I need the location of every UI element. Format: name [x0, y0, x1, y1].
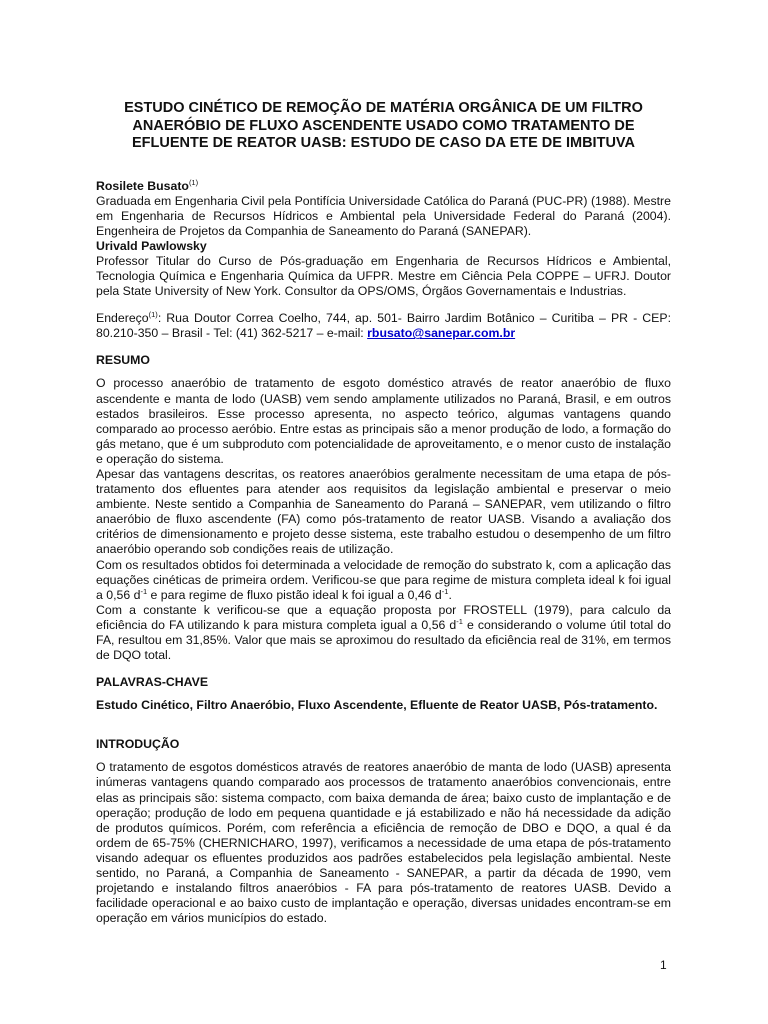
- resumo-paragraph-1: O processo anaeróbio de tratamento de esgoto doméstico através de reator anaeróbio de fluxo ascendente e manta de lodo (UASB) vem sendo amplamente utilizados no Paraná, Brasil, e em outros estados brasileiros. Esse processo apresenta, no aspecto teórico, algumas vantagens quando comparado ao processo aeróbio. Entre estas as principais são a menor produção de lodo, a formação do gás metano, que é um subproduto com potencialidade de aproveitamento, e o menor custo de instalação e operação do sistema.: [96, 376, 671, 466]
- resumo-p4-text-b: e considerando o volume útil total do FA, resultou em 31,85%. Valor que mais se aproximou do resultado da eficiência real de 31%, em termos de DQO total.: [96, 617, 671, 663]
- address-text: : Rua Doutor Correa Coelho, 744, ap. 501- Bairro Jardim Botânico – Curitiba – PR - CEP: 80.210-350 – Brasil - Tel: (41) 362-5217 – e-mail:: [96, 311, 671, 341]
- author-bio-1: Graduada em Engenharia Civil pela Pontifícia Universidade Católica do Paraná (PUC-PR) (1988). Mestre em Engenharia de Recursos Hídricos e Ambiental pela Universidade Federal do Paraná (2004). Engenheira de Projetos da Companhia de Saneamento do Paraná (SANEPAR).: [96, 193, 671, 238]
- section-heading-palavras-chave: PALAVRAS-CHAVE: [96, 675, 209, 690]
- paper-title: ESTUDO CINÉTICO DE REMOÇÃO DE MATÉRIA ORGÂNICA DE UM FILTRO ANAERÓBIO DE FLUXO ASCENDENTE USADO COMO TRATAMENTO DE EFLUENTE DE REATOR UASB: ESTUDO DE CASO DA ETE DE IMBITUVA: [124, 100, 643, 151]
- superscript-exponent: -1: [456, 616, 463, 626]
- author-affiliation-marker: (1): [188, 177, 199, 187]
- section-heading-introducao: INTRODUÇÃO: [96, 737, 180, 752]
- author-bio-2: Professor Titular do Curso de Pós-graduação em Engenharia de Recursos Hídricos e Ambiental, Tecnologia Química e Engenharia Química da UFPR. Mestre em Ciência Pela COPPE – UFRJ. Doutor pela State University of New York. Consultor da OPS/OMS, Órgãos Governamentais e Industrias.: [96, 253, 671, 299]
- keywords: Estudo Cinético, Filtro Anaeróbio, Fluxo Ascendente, Efluente de Reator UASB, Pós-tratamento.: [96, 698, 658, 713]
- author-block-2: [96, 239, 671, 299]
- address-marker: (1): [148, 310, 158, 320]
- resumo-p3-text-a: Com os resultados obtidos foi determinada a velocidade de remoção do substrato k, com a aplicação das equações cinéticas de primeira ordem. Verificou-se que para regime de mistura completa ideal k foi igual a 0,56 d: [96, 557, 671, 602]
- email-link[interactable]: rbusato@sanepar.com.br: [367, 326, 516, 341]
- introducao-paragraph-1: O tratamento de esgotos domésticos através de reatores anaeróbio de manta de lodo (UASB) apresenta inúmeras vantagens quando comparado aos processos de tratamento anaeróbios convencionais, entre elas as principais são: sistema compacto, com baixa demanda de área; baixo custo de implantação e de operação; produção de lodo em pequena quantidade e já estabilizado e não há necessidade da adição de produtos químicos. Porém, com referência a eficiência de remoção de DBO e DQO, a qual é da ordem de 65-75% (CHERNICHARO, 1997), verificamos a necessidade de uma etapa de pós-tratamento visando adequar os efluentes produzidos aos padrões estabelecidos pela legislação ambiental. Neste sentido, no Paraná, a Companhia de Saneamento - SANEPAR, a partir da década de 1990, vem projetando e instalando filtros anaeróbios - FA para pós-tratamento de reatores UASB. Devido a facilidade operacional e ao baixo custo de implantação e operação, diversas unidades encontram-se em operação em vários municípios do estado.: [96, 760, 671, 926]
- page-number: 1: [660, 958, 667, 972]
- resumo-paragraph-2: Apesar das vantagens descritas, os reatores anaeróbios geralmente necessitam de uma etapa de pós-tratamento dos efluentes para atender aos requisitos da legislação ambiental e preservar o meio ambiente. Neste sentido a Companhia de Saneamento do Paraná – SANEPAR, vem utilizando o filtro anaeróbio de fluxo ascendente (FA) como pós-tratamento de reator UASB. Visando a avaliação dos critérios de dimensionamento e projeto desse sistema, este trabalho estudou o desempenho de um filtro anaeróbio operando sob condições reais de utilização.: [96, 467, 671, 557]
- resumo-paragraph-4: [96, 603, 671, 663]
- author-block-1: [96, 179, 671, 239]
- resumo-paragraph-3: [96, 558, 671, 603]
- section-heading-resumo: RESUMO: [96, 353, 150, 368]
- author-name-1: Rosilete Busato: [96, 178, 189, 193]
- author-name-2: Urivald Pawlowsky: [96, 238, 207, 253]
- address-block: [96, 311, 671, 341]
- address-label: Endereço: [96, 311, 149, 326]
- superscript-exponent: -1: [441, 586, 449, 596]
- paper-page: [96, 100, 671, 926]
- resumo-p3-text-b: e para regime de fluxo pistão ideal k foi igual a 0,46 d: [147, 587, 442, 602]
- resumo-p4-text-a: Com a constante k verificou-se que a equação proposta por FROSTELL (1979), para calculo da eficiência do FA utilizando k para mistura completa igual a 0,56 d: [96, 602, 671, 632]
- resumo-p3-text-c: .: [448, 587, 452, 602]
- superscript-exponent: -1: [140, 586, 148, 596]
